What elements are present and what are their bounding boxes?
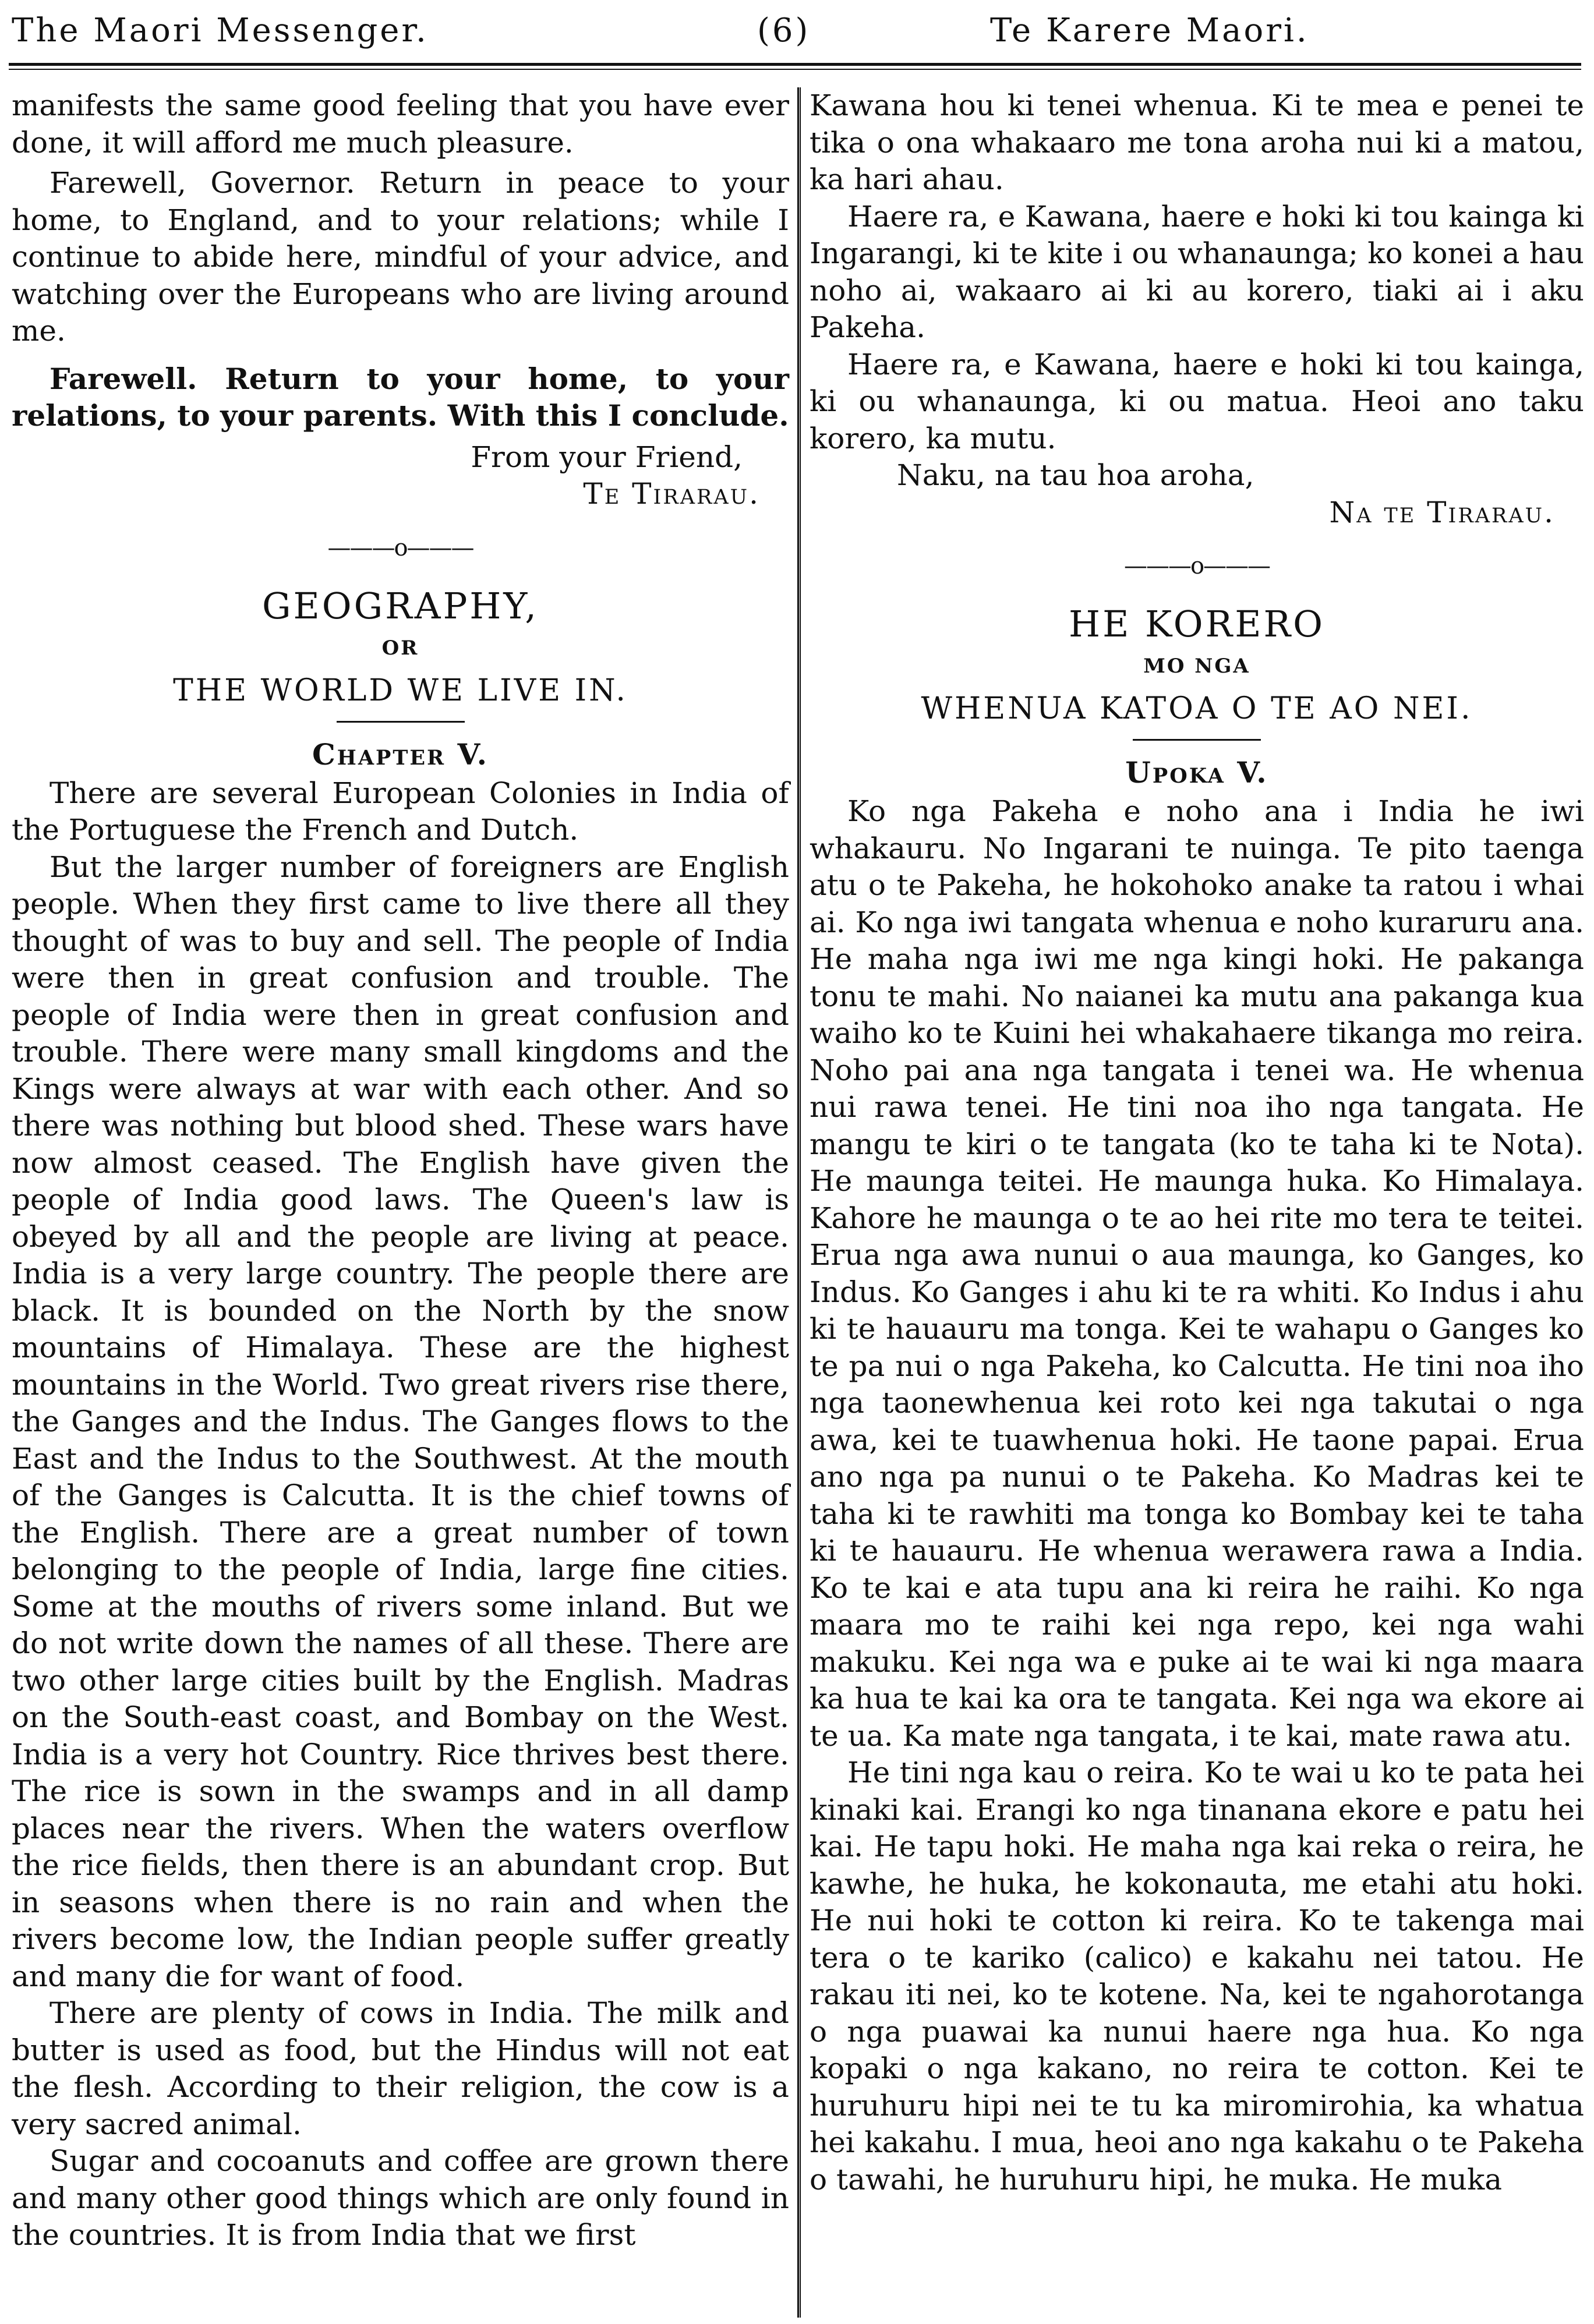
header-title-maori: Te Karere Maori. — [990, 12, 1309, 49]
english-column — [12, 87, 789, 2254]
header-rule-thin — [9, 69, 1581, 70]
english-intro-paragraph: manifests the same good feeling that you have ever done, it will afford me much pleasure. — [12, 89, 789, 160]
english-signature: Te Tirarau. — [583, 477, 760, 511]
maori-signoff: Naku, na tau hoa aroha, — [897, 458, 1254, 492]
english-title-conjunction: OR — [381, 636, 419, 660]
maori-intro-paragraph: Kawana hou ki tenei whenua. Ki te mea e penei te tika o ona whakaaro me tona aroha nui ki a matou, ka hari ahau. — [810, 89, 1584, 196]
maori-intro-paragraph: Haere ra, e Kawana, haere e hoki ki tou kainga, ki ou whanaunga, ki ou matua. Heoi ano taku korero, ka mutu. — [810, 347, 1584, 455]
maori-intro-paragraph: Haere ra, e Kawana, haere e hoki ki tou kainga ki Ingarangi, ki te kite i ou whanaunga; ko konei a hau noho ai, wakaaro ai ki au korero, tiaki ai i aku Pakeha. — [810, 199, 1584, 344]
maori-section-title: HE KORERO — [1069, 603, 1325, 645]
maori-chapter-heading: Upoka V. — [1125, 755, 1268, 790]
maori-title-conjunction: MO NGA — [1143, 655, 1250, 678]
page-number: (6) — [757, 12, 811, 49]
maori-signature-block — [810, 457, 1584, 531]
maori-column — [810, 87, 1584, 2198]
title-underline — [1133, 739, 1261, 741]
section-divider: ———o——— — [1123, 553, 1270, 579]
english-intro-paragraph: Farewell, Governor. Return in peace to your home, to England, and to your relations; while I continue to abide here, mindful of your advice, and watching over the Europeans who are living around me. — [12, 166, 789, 348]
english-intro-paragraph: Farewell. Return to your home, to your relations, to your parents. With this I conclude. — [12, 361, 789, 433]
english-signoff: From your Friend, — [471, 440, 743, 474]
header-title-english: The Maori Messenger. — [12, 12, 429, 49]
title-underline — [337, 721, 465, 723]
english-chapter-heading: Chapter V. — [312, 737, 489, 772]
page-header — [0, 0, 1594, 69]
maori-signature: Na te Tirarau. — [1329, 495, 1555, 529]
english-body-paragraph: There are several European Colonies in India of the Portuguese the French and Dutch. — [12, 776, 789, 847]
maori-section-subtitle: WHENUA KATOA O TE AO NEI. — [921, 691, 1473, 726]
english-section-subtitle: THE WORLD WE LIVE IN. — [173, 673, 628, 708]
english-body-paragraph: There are plenty of cows in India. The milk and butter is used as food, but the Hindus will not eat the flesh. According to their religion, the cow is a very sacred animal. — [12, 1996, 789, 2141]
maori-body-paragraph: Ko nga Pakeha e noho ana i India he iwi whakauru. No Ingarani te nuinga. Te pito taenga atu o te Pakeha, he hokohoko anake ta ratou i whai ai. Ko nga iwi tangata whenua e noho kuraruru ana. He maha nga iwi me nga kingi hoki. He pakanga tonu te mahi. No naianei ka mutu ana pakanga kua waiho ko te Kuini hei whakahaere tikanga mo reira. Noho pai ana nga tangata i tenei wa. He whenua nui rawa tenei. He tini noa iho nga tangata. He mangu te kiri o te tangata (ko te taha ki te Nota). He maunga teitei. He maunga huka. Ko Himalaya. Kahore he maunga o te ao hei rite mo tera te teitei. Erua nga awa nunui o aua maunga, ko Ganges, ko Indus. Ko Ganges i ahu ki te ra whiti. Ko Indus i ahu ki te hauauru ma tonga. Kei te wahapu o Ganges ko te pa nui o nga Pakeha, ko Calcutta. He tini noa iho nga taonewhenua kei roto kei nga takutai o nga awa, kei te tuawhenua hoki. He taone papai. Erua ano nga pa nunui o te Pakeha. Ko Madras kei te taha ki te rawhiti ma tonga ko Bombay kei te taha ki te hauauru. He whenua werawera rawa a India. Ko te kai e ata tupu ana ki reira he raihi. Ko nga maara mo te raihi kei nga repo, kei nga wahi makuku. Kei nga wa e puke ai te wai ki nga maara ka hua te kai ka ora te tangata. Kei nga wa ekore ai te ua. Ka mate nga tangata, i te kai, mate rawa atu. — [810, 794, 1584, 1753]
english-body-paragraph: Sugar and cocoanuts and coffee are grown there and many other good things which are only found in the countries. It is from India that we first — [12, 2144, 789, 2252]
column-divider — [797, 87, 801, 2318]
maori-body-paragraph: He tini nga kau o reira. Ko te wai u ko te pata hei kinaki kai. Erangi ko nga tinanana ekore e patu hei kai. He tapu hoki. He maha nga kai reka o reira, he kawhe, he huka, he kokonauta, me etahi atu hoki. He nui hoki te cotton ki reira. Ko te takenga mai tera o te kariko (calico) e kakahu nei tatou. He rakau iti nei, ko te kotene. Na, kei te ngahorotanga o nga puawai ka nunui haere nga hua. Ko nga kopaki o nga kakano, no reira te cotton. Kei te huruhuru hipi nei te tu ka miromirohia, ka whatua hei kakahu. I mua, heoi ano nga kakahu o te Pakeha o tawahi, he huruhuru hipi, he muka. He muka — [810, 1756, 1584, 2196]
header-rule-thick — [9, 63, 1581, 66]
english-section-title: GEOGRAPHY, — [261, 584, 539, 627]
english-body-paragraph: But the larger number of foreigners are English people. When they first came to live there all they thought of was to buy and sell. The people of India were then in great confusion and trouble. The people of India were then in great confusion and trouble. There were many small kingdoms and the Kings were always at war with each other. And so there was nothing but blood shed. These wars have now almost ceased. The English have given the people of India good laws. The Queen's law is obeyed by all and the people are living at peace. India is a very large country. The people there are black. It is bounded on the North by the snow mountains of Himalaya. These are the highest mountains in the World. Two great rivers rise there, the Ganges and the Indus. The Ganges flows to the East and the Indus to the Southwest. At the mouth of the Ganges is Calcutta. It is the chief towns of the English. There are a great number of town belonging to the people of India, large fine cities. Some at the mouths of rivers some inland. But we do not write down the names of all these. There are two other large cities built by the English. Madras on the South-east coast, and Bombay on the West. India is a very hot Country. Rice thrives best there. The rice is sown in the swamps and in all damp places near the rivers. When the waters overflow the rice fields, then there is an abundant crop. But in seasons when there is no rain and when the rivers become low, the Indian people suffer greatly and many die for want of food. — [12, 850, 789, 1993]
section-divider: ———o——— — [327, 534, 473, 561]
english-signature-block — [12, 439, 789, 513]
